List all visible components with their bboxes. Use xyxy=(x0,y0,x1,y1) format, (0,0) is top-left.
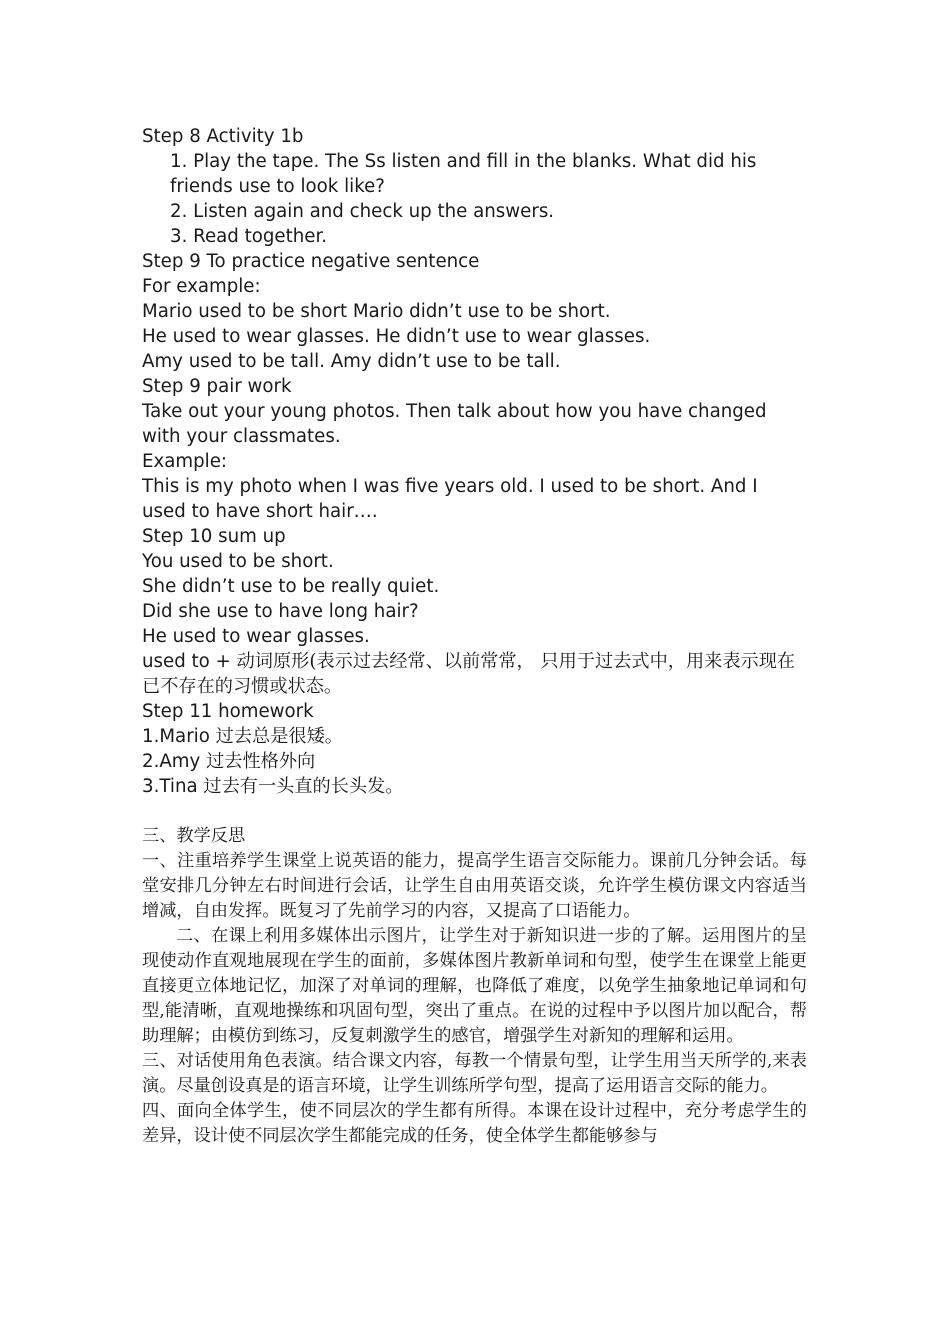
step10-line-3: Did she use to have long hair? xyxy=(142,601,419,622)
homework-item-1 xyxy=(142,724,807,749)
homework-num: 3.Tina xyxy=(142,776,204,797)
reflection-paragraph-4: 四、面向全体学生，使不同层次的学生都有所得。本课在设计过程中，充分考虑学生的差异，设计使不同层次学生都能完成的任务，使全体学生都能够参与 xyxy=(142,1101,807,1146)
homework-text: 过去有一头直的长头发。 xyxy=(203,776,404,797)
step9-title: Step 9 To practice negative sentence xyxy=(142,251,480,272)
usage-note xyxy=(142,649,807,699)
page-content xyxy=(142,124,807,1149)
example-label: Example: xyxy=(142,451,228,472)
step10-line-4: He used to wear glasses. xyxy=(142,626,370,647)
step9-example-3: Amy used to be tall. Amy didn’t use to be tall. xyxy=(142,351,561,372)
for-example-label: For example: xyxy=(142,276,261,297)
usage-prefix: used to + xyxy=(142,651,237,672)
step8-item-2: 2. Listen again and check up the answers. xyxy=(170,201,555,222)
section-spacer xyxy=(142,799,807,824)
step9-example-2: He used to wear glasses. He didn’t use to wear glasses. xyxy=(142,326,651,347)
step10-title: Step 10 sum up xyxy=(142,526,286,547)
pair-work-title: Step 9 pair work xyxy=(142,376,292,397)
reflection-paragraph-2: 二、在课上利用多媒体出示图片，让学生对于新知识进一步的了解。运用图片的呈现使动作直观地展现在学生的面前，多媒体图片教新单词和句型，使学生在课堂上能更直接更立体地记忆，加深了对单词的理解，也降低了难度，以免学生抽象地记单词和句型,能清晰，直观地操练和巩固句型，突出了重点。在说的过程中予以图片加以配合，帮助理解；由模仿到练习，反复刺激学生的感官，增强学生对新知的理解和运用。 xyxy=(142,926,807,1046)
step8-item-1: 1. Play the tape. The Ss listen and fill in the blanks. What did his friends use to look like? xyxy=(170,151,757,197)
reflection-heading: 三、教学反思 xyxy=(142,826,246,846)
usage-text: 动词原形(表示过去经常、以前常常， 只用于过去式中，用来表示现在已不存在的习惯或状态。 xyxy=(142,651,796,697)
homework-text: 过去性格外向 xyxy=(206,751,316,772)
pair-work-text: Take out your young photos. Then talk about how you have changed with your classmates. xyxy=(142,401,767,447)
step10-line-1: You used to be short. xyxy=(142,551,334,572)
homework-num: 1.Mario xyxy=(142,726,216,747)
reflection-paragraph-1: 一、注重培养学生课堂上说英语的能力，提高学生语言交际能力。课前几分钟会话。每堂安排几分钟左右时间进行会话，让学生自由用英语交谈，允许学生模仿课文内容适当增减，自由发挥。既复习了先前学习的内容，又提高了口语能力。 xyxy=(142,851,807,921)
homework-text: 过去总是很矮。 xyxy=(215,726,343,747)
homework-num: 2.Amy xyxy=(142,751,207,772)
homework-item-3 xyxy=(142,774,807,799)
step8-title: Step 8 Activity 1b xyxy=(142,126,304,147)
pair-work-example: This is my photo when I was five years old. I used to be short. And I used to have short hair…. xyxy=(142,476,758,522)
step11-title: Step 11 homework xyxy=(142,701,314,722)
reflection-paragraph-3: 三、对话使用角色表演。结合课文内容，每教一个情景句型，让学生用当天所学的,来表演。尽量创设真是的语言环境，让学生训练所学句型，提高了运用语言交际的能力。 xyxy=(142,1051,807,1096)
homework-item-2 xyxy=(142,749,807,774)
step8-item-3: 3. Read together. xyxy=(170,226,328,247)
step10-line-2: She didn’t use to be really quiet. xyxy=(142,576,440,597)
step9-example-1: Mario used to be short Mario didn’t use to be short. xyxy=(142,301,611,322)
